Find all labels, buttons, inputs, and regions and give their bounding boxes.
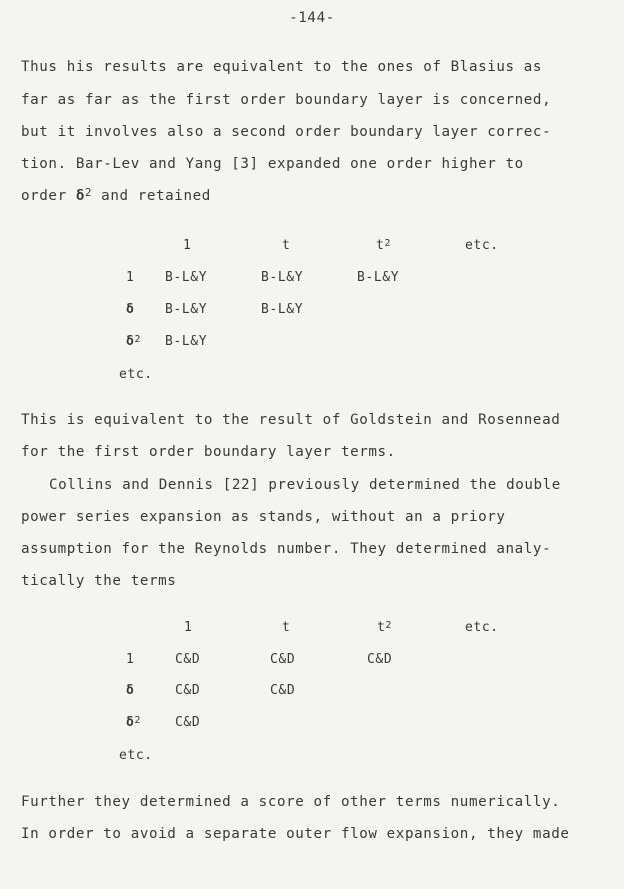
table-header-t-squared: $t^2$ <box>376 237 391 253</box>
delta-symbol: δ <box>75 188 86 204</box>
text-line: Thus his results are equivalent to the ones of Blasius as <box>21 59 543 75</box>
table-row-label-delta: δ <box>126 683 135 698</box>
text-line: but it involves also a second order boundary layer correc- <box>21 124 552 140</box>
text-line-with-delta <box>21 188 211 204</box>
text-line: tically the terms <box>21 573 177 589</box>
text-line: tion. Bar-Lev and Yang [3] expanded one order higher to <box>21 156 524 172</box>
table-cell: C&D <box>175 715 201 730</box>
table-row-label-delta: δ <box>126 302 135 317</box>
table-cell: B-L&Y <box>165 334 208 349</box>
table-cell: C&D <box>367 652 393 667</box>
table-footer-etc: etc. <box>119 367 153 382</box>
text-line: far as far as the first order boundary layer is concerned, <box>21 92 552 108</box>
text-line: Further they determined a score of other terms numerically. <box>21 794 561 810</box>
text-line: for the first order boundary layer terms. <box>21 444 396 460</box>
page-number: -144- <box>289 10 335 26</box>
text-line: This is equivalent to the result of Goldstein and Rosennead <box>21 412 561 428</box>
table-header-1: 1 <box>183 238 192 253</box>
text-line: In order to avoid a separate outer flow expansion, they made <box>21 826 570 842</box>
table-header-t-squared: $t^2$ <box>377 619 392 635</box>
table-cell: B-L&Y <box>165 270 208 285</box>
table-cell: C&D <box>270 683 296 698</box>
table-cell: C&D <box>175 683 201 698</box>
table-cell: B-L&Y <box>261 270 304 285</box>
table-cell: B-L&Y <box>261 302 304 317</box>
table-row-label: 1 <box>126 270 135 285</box>
table-row-label-delta-squared: $\delta^2$ <box>126 714 141 730</box>
table-cell: B-L&Y <box>165 302 208 317</box>
table-header-etc: etc. <box>465 620 499 635</box>
table-header-t: t <box>282 620 291 635</box>
text-line: power series expansion as stands, without an a priory <box>21 509 506 525</box>
exponent: 2 <box>85 186 93 200</box>
table-header-etc: etc. <box>465 238 499 253</box>
table-cell: C&D <box>270 652 296 667</box>
table-header-t: t <box>282 238 291 253</box>
table-footer-etc: etc. <box>119 748 153 763</box>
table-row-label: 1 <box>126 652 135 667</box>
table-row-label-delta-squared: $\delta^2$ <box>126 333 141 349</box>
table-header-1: 1 <box>184 620 193 635</box>
text-fragment: and retained <box>92 188 211 204</box>
table-cell: B-L&Y <box>357 270 400 285</box>
table-cell: C&D <box>175 652 201 667</box>
text-line: assumption for the Reynolds number. They determined analy- <box>21 541 552 557</box>
text-line: Collins and Dennis [22] previously determined the double <box>49 477 561 493</box>
text-fragment: order <box>21 188 76 204</box>
